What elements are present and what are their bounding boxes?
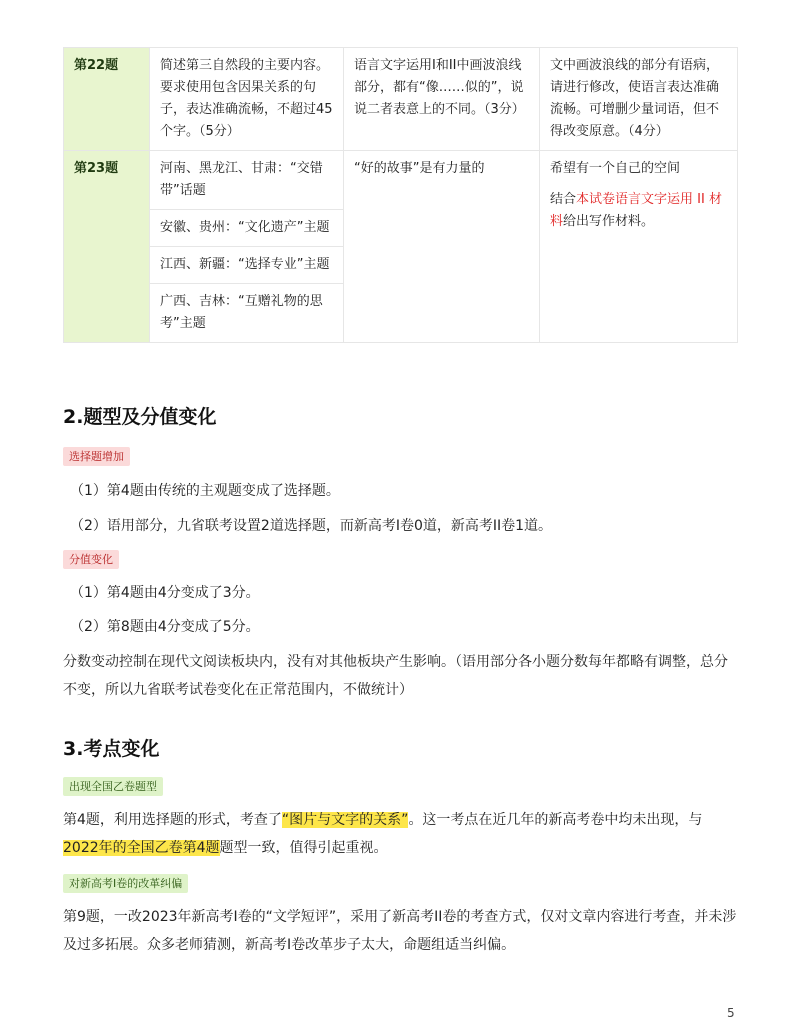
table-row bbox=[64, 48, 738, 151]
question-number: 第22题 bbox=[64, 48, 150, 151]
table-row bbox=[64, 151, 738, 210]
cell-text: 给出写作材料。 bbox=[563, 214, 655, 229]
highlight-text: 2022年的全国乙卷第4题 bbox=[63, 840, 220, 856]
highlight-text: “图片与文字的关系” bbox=[281, 812, 409, 828]
paragraph: 分数变动控制在现代文阅读板块内，没有对其他板块产生影响。（语用部分各小题分数每年都略有调整，总分不变，所以九省联考试卷变化在正常范围内，不做统计） bbox=[63, 654, 728, 698]
paragraph: 第9题，一改2023年新高考I卷的“文学短评”，采用了新高考II卷的考查方式，仅对文章内容进行考查，并未涉及过多拓展。众多老师猜测，新高考I卷改革步子太大，命题组适当纠偏。 bbox=[63, 909, 737, 953]
table-cell: 河南、黑龙江、甘肃：“交错带”话题 bbox=[150, 151, 344, 210]
list-item: （1）第4题由传统的主观题变成了选择题。 bbox=[70, 483, 340, 499]
table-cell: 简述第三自然段的主要内容。要求使用包含因果关系的句子，表达准确流畅，不超过45个字。（5分） bbox=[150, 48, 344, 151]
text-run: 。这一考点在近几年的新高考卷中均未出现，与 bbox=[408, 812, 703, 828]
section-title: 3.考点变化 bbox=[63, 738, 160, 760]
tag-label: 分值变化 bbox=[63, 550, 119, 569]
table-cell: “好的故事”是有力量的 bbox=[344, 151, 540, 343]
cell-text: 结合 bbox=[550, 192, 577, 207]
tag-label: 对新高考I卷的改革纠偏 bbox=[63, 874, 188, 893]
cell-line bbox=[550, 189, 727, 233]
list-item: （1）第4题由4分变成了3分。 bbox=[70, 585, 260, 601]
table-cell: 广西、吉林：“互赠礼物的思考”主题 bbox=[150, 284, 344, 343]
text-run: 题型一致，值得引起重视。 bbox=[219, 840, 388, 856]
table-cell: 语言文字运用I和II中画波浪线部分，都有“像……似的”，说说二者表意上的不同。（3分） bbox=[344, 48, 540, 151]
paragraph bbox=[63, 806, 738, 862]
red-text: 本试卷语言文字运用 II 材料 bbox=[550, 192, 722, 229]
question-number: 第23题 bbox=[64, 151, 150, 343]
table-cell bbox=[540, 151, 738, 343]
list-item: （2）第8题由4分变成了5分。 bbox=[70, 619, 260, 635]
tag-label: 出现全国乙卷题型 bbox=[63, 777, 163, 796]
tag-label: 选择题增加 bbox=[63, 447, 130, 466]
list-item: （2）语用部分，九省联考设置2道选择题，而新高考I卷0道，新高考II卷1道。 bbox=[70, 518, 553, 534]
question-table bbox=[63, 47, 738, 343]
cell-line: 希望有一个自己的空间 bbox=[550, 161, 681, 176]
text-run: 第4题，利用选择题的形式，考查了 bbox=[63, 812, 282, 828]
table-cell: 安徽、贵州：“文化遗产”主题 bbox=[150, 210, 344, 247]
page-number: 5 bbox=[727, 1006, 735, 1020]
section-title: 2.题型及分值变化 bbox=[63, 406, 217, 428]
table-cell: 江西、新疆：“选择专业”主题 bbox=[150, 247, 344, 284]
table-cell: 文中画波浪线的部分有语病，请进行修改，使语言表达准确流畅。可增删少量词语，但不得改变原意。（4分） bbox=[540, 48, 738, 151]
